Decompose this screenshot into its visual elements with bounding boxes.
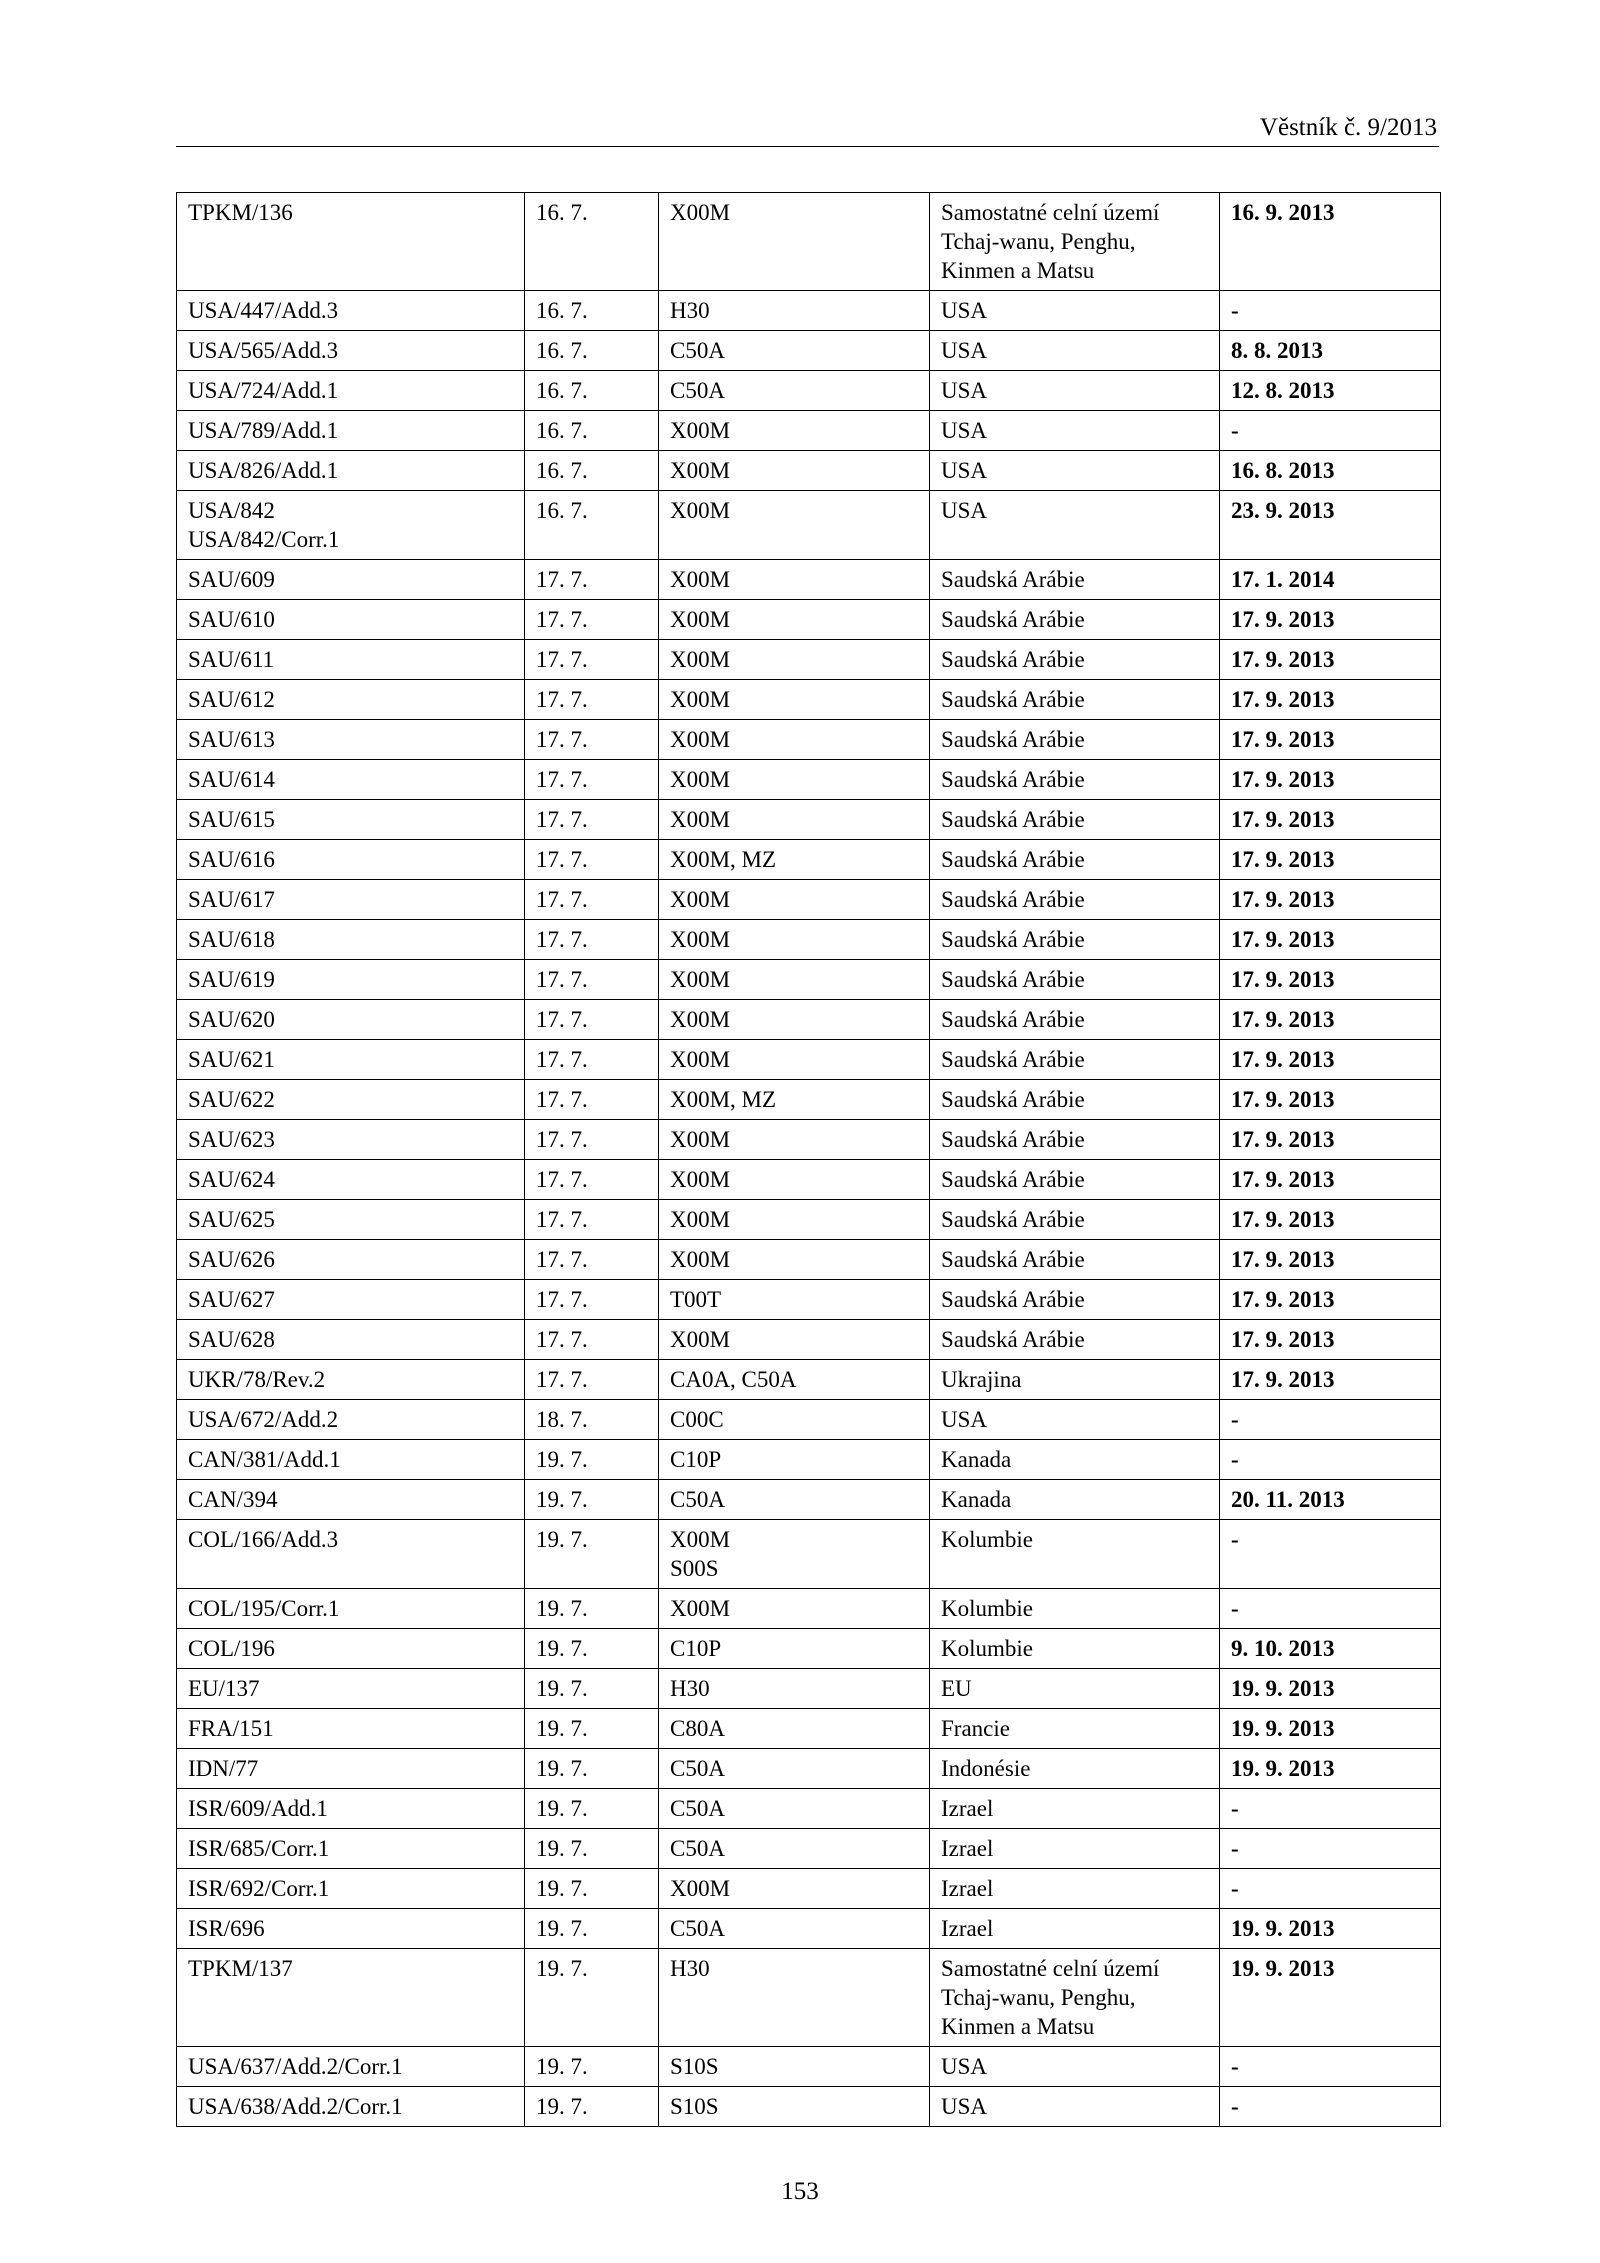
deadline-cell: 17. 9. 2013 [1220, 1280, 1441, 1320]
document-code-cell: CAN/394 [177, 1480, 525, 1520]
deadline-cell: 9. 10. 2013 [1220, 1629, 1441, 1669]
deadline-cell: - [1220, 1829, 1441, 1869]
table-row [177, 920, 1441, 960]
table-row [177, 800, 1441, 840]
product-code-cell: T00T [659, 1280, 930, 1320]
deadline-cell: 19. 9. 2013 [1220, 1669, 1441, 1709]
product-code-cell: S10S [659, 2047, 930, 2087]
date-cell: 19. 7. [525, 2087, 659, 2127]
country-cell: Saudská Arábie [930, 1040, 1220, 1080]
date-cell: 19. 7. [525, 1789, 659, 1829]
notifications-table [176, 192, 1441, 2127]
table-row [177, 491, 1441, 560]
country-cell: Saudská Arábie [930, 680, 1220, 720]
document-code-cell: USA/826/Add.1 [177, 451, 525, 491]
deadline-cell: 20. 11. 2013 [1220, 1480, 1441, 1520]
table-row [177, 1160, 1441, 1200]
country-cell: Izrael [930, 1789, 1220, 1829]
table-row [177, 1869, 1441, 1909]
product-code-cell: X00M [659, 920, 930, 960]
deadline-cell: 23. 9. 2013 [1220, 491, 1441, 560]
table-row [177, 1949, 1441, 2047]
date-cell: 19. 7. [525, 1669, 659, 1709]
document-code-cell: SAU/625 [177, 1200, 525, 1240]
document-code-cell: SAU/626 [177, 1240, 525, 1280]
deadline-cell: 19. 9. 2013 [1220, 1949, 1441, 2047]
product-code-cell: X00M, MZ [659, 840, 930, 880]
document-code-cell: SAU/614 [177, 760, 525, 800]
country-cell: Francie [930, 1709, 1220, 1749]
deadline-cell: 19. 9. 2013 [1220, 1749, 1441, 1789]
deadline-cell: - [1220, 2087, 1441, 2127]
document-code-cell: SAU/627 [177, 1280, 525, 1320]
product-code-cell: X00M [659, 1589, 930, 1629]
product-code-cell: C50A [659, 1480, 930, 1520]
date-cell: 17. 7. [525, 840, 659, 880]
product-code-cell: X00M [659, 1320, 930, 1360]
product-code-cell: X00M [659, 760, 930, 800]
deadline-cell: - [1220, 291, 1441, 331]
table-row [177, 1909, 1441, 1949]
date-cell: 16. 7. [525, 451, 659, 491]
document-code-cell: FRA/151 [177, 1709, 525, 1749]
table-row [177, 760, 1441, 800]
country-cell: Saudská Arábie [930, 1080, 1220, 1120]
date-cell: 16. 7. [525, 371, 659, 411]
date-cell: 17. 7. [525, 1080, 659, 1120]
page-header [176, 108, 1439, 147]
country-cell: Saudská Arábie [930, 640, 1220, 680]
document-code-cell: SAU/612 [177, 680, 525, 720]
table-row [177, 1520, 1441, 1589]
country-cell: Saudská Arábie [930, 720, 1220, 760]
document-code-cell: EU/137 [177, 1669, 525, 1709]
country-cell: Saudská Arábie [930, 1320, 1220, 1360]
table-row [177, 451, 1441, 491]
product-code-cell: X00M [659, 1200, 930, 1240]
deadline-cell: 17. 9. 2013 [1220, 600, 1441, 640]
table-row [177, 1280, 1441, 1320]
product-code-cell: H30 [659, 1669, 930, 1709]
date-cell: 17. 7. [525, 1000, 659, 1040]
deadline-cell: 19. 9. 2013 [1220, 1709, 1441, 1749]
product-code-cell: X00M [659, 193, 930, 291]
table-row [177, 680, 1441, 720]
deadline-cell: - [1220, 1520, 1441, 1589]
deadline-cell: 12. 8. 2013 [1220, 371, 1441, 411]
date-cell: 19. 7. [525, 1869, 659, 1909]
deadline-cell: 17. 9. 2013 [1220, 1000, 1441, 1040]
deadline-cell: 17. 9. 2013 [1220, 800, 1441, 840]
country-cell: USA [930, 291, 1220, 331]
product-code-cell: X00M S00S [659, 1520, 930, 1589]
country-cell: Saudská Arábie [930, 760, 1220, 800]
country-cell: USA [930, 371, 1220, 411]
document-code-cell: SAU/611 [177, 640, 525, 680]
table-row [177, 1440, 1441, 1480]
deadline-cell: 17. 9. 2013 [1220, 640, 1441, 680]
country-cell: Izrael [930, 1869, 1220, 1909]
product-code-cell: C80A [659, 1709, 930, 1749]
deadline-cell: 17. 9. 2013 [1220, 1120, 1441, 1160]
date-cell: 17. 7. [525, 880, 659, 920]
product-code-cell: X00M [659, 640, 930, 680]
document-code-cell: TPKM/137 [177, 1949, 525, 2047]
document-code-cell: SAU/619 [177, 960, 525, 1000]
product-code-cell: X00M, MZ [659, 1080, 930, 1120]
document-code-cell: IDN/77 [177, 1749, 525, 1789]
date-cell: 17. 7. [525, 1200, 659, 1240]
document-code-cell: SAU/628 [177, 1320, 525, 1360]
table-row [177, 1480, 1441, 1520]
country-cell: Saudská Arábie [930, 1120, 1220, 1160]
country-cell: Kolumbie [930, 1629, 1220, 1669]
table-row [177, 960, 1441, 1000]
date-cell: 17. 7. [525, 960, 659, 1000]
country-cell: USA [930, 2047, 1220, 2087]
country-cell: Saudská Arábie [930, 880, 1220, 920]
table-row [177, 291, 1441, 331]
document-code-cell: USA/842 USA/842/Corr.1 [177, 491, 525, 560]
country-cell: USA [930, 2087, 1220, 2127]
country-cell: USA [930, 451, 1220, 491]
product-code-cell: C10P [659, 1629, 930, 1669]
product-code-cell: H30 [659, 1949, 930, 2047]
document-code-cell: USA/724/Add.1 [177, 371, 525, 411]
deadline-cell: 16. 9. 2013 [1220, 193, 1441, 291]
country-cell: Kanada [930, 1440, 1220, 1480]
deadline-cell: 17. 9. 2013 [1220, 960, 1441, 1000]
table-row [177, 1589, 1441, 1629]
document-code-cell: USA/447/Add.3 [177, 291, 525, 331]
product-code-cell: X00M [659, 1000, 930, 1040]
date-cell: 16. 7. [525, 411, 659, 451]
date-cell: 19. 7. [525, 1440, 659, 1480]
deadline-cell: 16. 8. 2013 [1220, 451, 1441, 491]
document-code-cell: USA/672/Add.2 [177, 1400, 525, 1440]
date-cell: 19. 7. [525, 1480, 659, 1520]
table-row [177, 640, 1441, 680]
date-cell: 17. 7. [525, 680, 659, 720]
document-code-cell: SAU/609 [177, 560, 525, 600]
document-code-cell: SAU/617 [177, 880, 525, 920]
product-code-cell: X00M [659, 800, 930, 840]
table-row [177, 1120, 1441, 1160]
date-cell: 19. 7. [525, 1709, 659, 1749]
date-cell: 17. 7. [525, 760, 659, 800]
document-code-cell: USA/789/Add.1 [177, 411, 525, 451]
country-cell: Saudská Arábie [930, 1240, 1220, 1280]
document-code-cell: SAU/615 [177, 800, 525, 840]
document-code-cell: ISR/696 [177, 1909, 525, 1949]
document-code-cell: SAU/620 [177, 1000, 525, 1040]
table-body [177, 193, 1441, 2127]
deadline-cell: 19. 9. 2013 [1220, 1909, 1441, 1949]
table-row [177, 840, 1441, 880]
date-cell: 17. 7. [525, 920, 659, 960]
document-code-cell: CAN/381/Add.1 [177, 1440, 525, 1480]
document-code-cell: TPKM/136 [177, 193, 525, 291]
product-code-cell: C50A [659, 1909, 930, 1949]
document-code-cell: SAU/623 [177, 1120, 525, 1160]
document-code-cell: COL/195/Corr.1 [177, 1589, 525, 1629]
deadline-cell: - [1220, 1589, 1441, 1629]
date-cell: 18. 7. [525, 1400, 659, 1440]
product-code-cell: X00M [659, 1040, 930, 1080]
date-cell: 17. 7. [525, 640, 659, 680]
product-code-cell: X00M [659, 1160, 930, 1200]
product-code-cell: X00M [659, 1869, 930, 1909]
date-cell: 17. 7. [525, 800, 659, 840]
country-cell: Saudská Arábie [930, 920, 1220, 960]
deadline-cell: 17. 9. 2013 [1220, 760, 1441, 800]
date-cell: 17. 7. [525, 600, 659, 640]
deadline-cell: 17. 9. 2013 [1220, 680, 1441, 720]
deadline-cell: - [1220, 1789, 1441, 1829]
date-cell: 17. 7. [525, 1120, 659, 1160]
country-cell: Saudská Arábie [930, 560, 1220, 600]
country-cell: USA [930, 1400, 1220, 1440]
document-code-cell: SAU/624 [177, 1160, 525, 1200]
deadline-cell: 17. 9. 2013 [1220, 720, 1441, 760]
country-cell: USA [930, 491, 1220, 560]
product-code-cell: X00M [659, 720, 930, 760]
deadline-cell: 17. 9. 2013 [1220, 1360, 1441, 1400]
table-row [177, 1320, 1441, 1360]
country-cell: USA [930, 411, 1220, 451]
country-cell: Saudská Arábie [930, 1280, 1220, 1320]
page-number: 153 [781, 2178, 819, 2205]
product-code-cell: C50A [659, 1789, 930, 1829]
product-code-cell: C10P [659, 1440, 930, 1480]
country-cell: Saudská Arábie [930, 1160, 1220, 1200]
document-code-cell: COL/166/Add.3 [177, 1520, 525, 1589]
product-code-cell: X00M [659, 451, 930, 491]
country-cell: Kanada [930, 1480, 1220, 1520]
table-row [177, 331, 1441, 371]
table-row [177, 880, 1441, 920]
date-cell: 19. 7. [525, 1829, 659, 1869]
country-cell: USA [930, 331, 1220, 371]
table-row [177, 1400, 1441, 1440]
country-cell: Saudská Arábie [930, 960, 1220, 1000]
date-cell: 19. 7. [525, 1749, 659, 1789]
date-cell: 17. 7. [525, 1240, 659, 1280]
country-cell: EU [930, 1669, 1220, 1709]
deadline-cell: - [1220, 411, 1441, 451]
document-code-cell: UKR/78/Rev.2 [177, 1360, 525, 1400]
deadline-cell: - [1220, 1400, 1441, 1440]
table-row [177, 411, 1441, 451]
country-cell: Izrael [930, 1909, 1220, 1949]
product-code-cell: C50A [659, 331, 930, 371]
product-code-cell: X00M [659, 1240, 930, 1280]
product-code-cell: H30 [659, 291, 930, 331]
table-row [177, 1040, 1441, 1080]
product-code-cell: X00M [659, 411, 930, 451]
table-row [177, 2047, 1441, 2087]
table-row [177, 1000, 1441, 1040]
product-code-cell: S10S [659, 2087, 930, 2127]
country-cell: Saudská Arábie [930, 1200, 1220, 1240]
table-row [177, 1240, 1441, 1280]
document-code-cell: USA/565/Add.3 [177, 331, 525, 371]
product-code-cell: X00M [659, 1120, 930, 1160]
date-cell: 17. 7. [525, 1160, 659, 1200]
date-cell: 17. 7. [525, 560, 659, 600]
table-row [177, 1709, 1441, 1749]
document-code-cell: ISR/685/Corr.1 [177, 1829, 525, 1869]
table-row [177, 1829, 1441, 1869]
country-cell: Samostatné celní území Tchaj-wanu, Penghu, Kinmen a Matsu [930, 1949, 1220, 2047]
table-row [177, 1749, 1441, 1789]
date-cell: 17. 7. [525, 1360, 659, 1400]
date-cell: 19. 7. [525, 1629, 659, 1669]
country-cell: Indonésie [930, 1749, 1220, 1789]
product-code-cell: X00M [659, 560, 930, 600]
table-row [177, 1360, 1441, 1400]
deadline-cell: 17. 1. 2014 [1220, 560, 1441, 600]
deadline-cell: 17. 9. 2013 [1220, 840, 1441, 880]
country-cell: Ukrajina [930, 1360, 1220, 1400]
header-title: Věstník č. 9/2013 [1259, 114, 1437, 141]
document-code-cell: SAU/613 [177, 720, 525, 760]
document-code-cell: ISR/692/Corr.1 [177, 1869, 525, 1909]
deadline-cell: 17. 9. 2013 [1220, 1200, 1441, 1240]
table-row [177, 560, 1441, 600]
table-row [177, 1789, 1441, 1829]
date-cell: 17. 7. [525, 720, 659, 760]
document-code-cell: SAU/610 [177, 600, 525, 640]
deadline-cell: 8. 8. 2013 [1220, 331, 1441, 371]
date-cell: 16. 7. [525, 331, 659, 371]
product-code-cell: X00M [659, 600, 930, 640]
country-cell: Kolumbie [930, 1589, 1220, 1629]
date-cell: 17. 7. [525, 1320, 659, 1360]
deadline-cell: 17. 9. 2013 [1220, 920, 1441, 960]
date-cell: 16. 7. [525, 491, 659, 560]
document-code-cell: SAU/618 [177, 920, 525, 960]
country-cell: Saudská Arábie [930, 800, 1220, 840]
deadline-cell: 17. 9. 2013 [1220, 1040, 1441, 1080]
date-cell: 17. 7. [525, 1280, 659, 1320]
table-row [177, 2087, 1441, 2127]
date-cell: 16. 7. [525, 193, 659, 291]
date-cell: 19. 7. [525, 1909, 659, 1949]
table-row [177, 1200, 1441, 1240]
document-code-cell: SAU/616 [177, 840, 525, 880]
document-code-cell: USA/638/Add.2/Corr.1 [177, 2087, 525, 2127]
table-row [177, 1669, 1441, 1709]
country-cell: Saudská Arábie [930, 1000, 1220, 1040]
document-code-cell: SAU/622 [177, 1080, 525, 1120]
product-code-cell: C50A [659, 371, 930, 411]
document-code-cell: USA/637/Add.2/Corr.1 [177, 2047, 525, 2087]
country-cell: Saudská Arábie [930, 600, 1220, 640]
country-cell: Kolumbie [930, 1520, 1220, 1589]
date-cell: 19. 7. [525, 1949, 659, 2047]
country-cell: Saudská Arábie [930, 840, 1220, 880]
product-code-cell: X00M [659, 960, 930, 1000]
table-row [177, 1629, 1441, 1669]
date-cell: 16. 7. [525, 291, 659, 331]
document-code-cell: ISR/609/Add.1 [177, 1789, 525, 1829]
country-cell: Samostatné celní území Tchaj-wanu, Penghu, Kinmen a Matsu [930, 193, 1220, 291]
product-code-cell: C00C [659, 1400, 930, 1440]
date-cell: 19. 7. [525, 1589, 659, 1629]
product-code-cell: X00M [659, 880, 930, 920]
product-code-cell: C50A [659, 1829, 930, 1869]
document-code-cell: SAU/621 [177, 1040, 525, 1080]
country-cell: Izrael [930, 1829, 1220, 1869]
deadline-cell: 17. 9. 2013 [1220, 880, 1441, 920]
document-code-cell: COL/196 [177, 1629, 525, 1669]
table-row [177, 371, 1441, 411]
deadline-cell: - [1220, 1869, 1441, 1909]
product-code-cell: X00M [659, 491, 930, 560]
deadline-cell: - [1220, 2047, 1441, 2087]
table-row [177, 600, 1441, 640]
product-code-cell: C50A [659, 1749, 930, 1789]
table-row [177, 1080, 1441, 1120]
deadline-cell: 17. 9. 2013 [1220, 1160, 1441, 1200]
date-cell: 19. 7. [525, 1520, 659, 1589]
product-code-cell: X00M [659, 680, 930, 720]
table-row [177, 720, 1441, 760]
table-row [177, 193, 1441, 291]
deadline-cell: 17. 9. 2013 [1220, 1240, 1441, 1280]
date-cell: 19. 7. [525, 2047, 659, 2087]
deadline-cell: 17. 9. 2013 [1220, 1320, 1441, 1360]
deadline-cell: - [1220, 1440, 1441, 1480]
date-cell: 17. 7. [525, 1040, 659, 1080]
product-code-cell: CA0A, C50A [659, 1360, 930, 1400]
deadline-cell: 17. 9. 2013 [1220, 1080, 1441, 1120]
